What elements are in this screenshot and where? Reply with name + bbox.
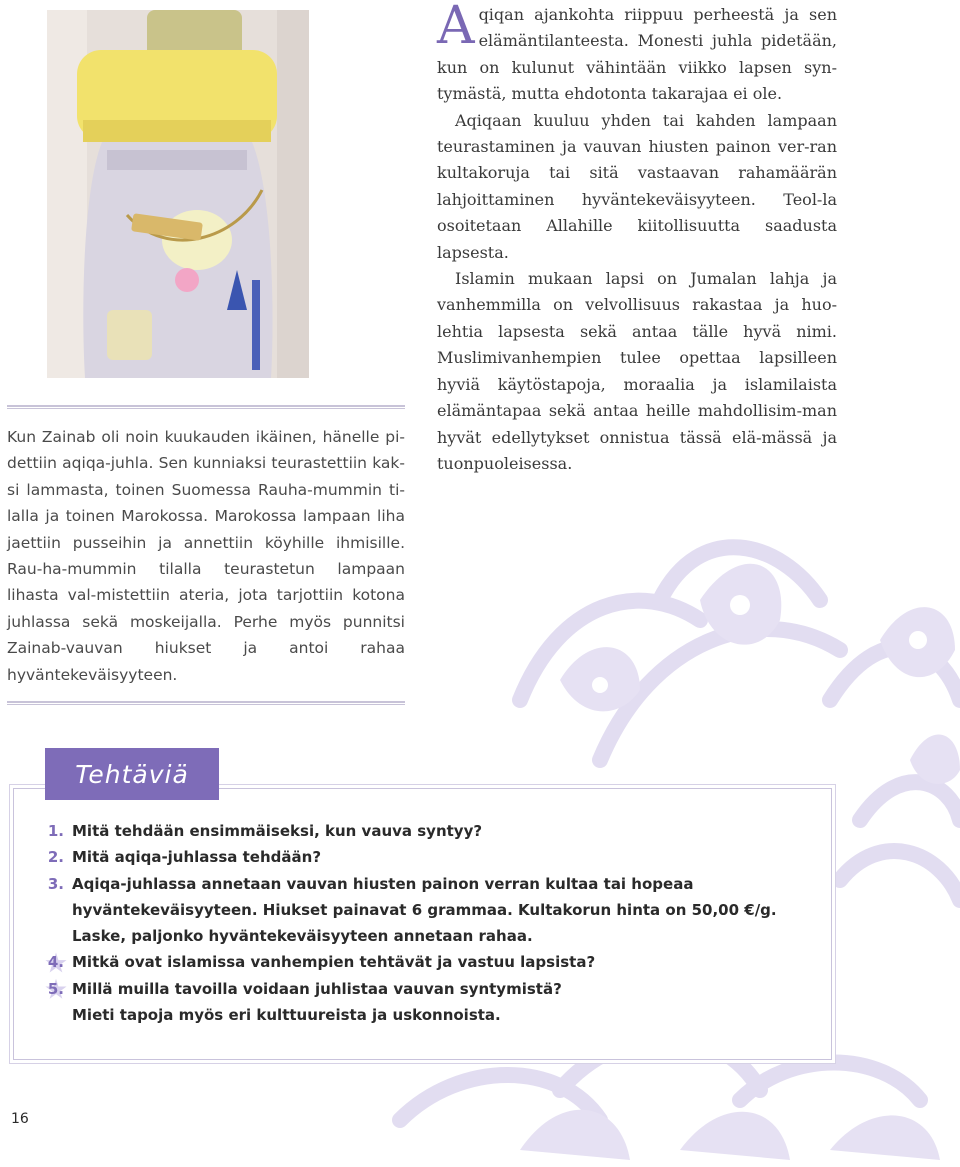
caption-bottom-rule: [7, 701, 405, 705]
task-text-line: Aqiqa-juhlassa annetaan vauvan hiusten painon verran kultaa tai hopeaa: [72, 874, 694, 893]
task-item-4: [40, 949, 820, 975]
task-number-star-icon: 4.: [40, 949, 64, 975]
task-item-5: [40, 976, 820, 1029]
paragraph-1-text: qiqan ajankohta riippuu perheestä ja sen elämäntilanteesta. Monesti juhla pidetään, kun on kulunut vähintään viikko lapsen syn-tymästä, mutta ehdotonta takarajaa ei ole.: [437, 5, 837, 104]
task-text-line: Mitä tehdään ensimmäiseksi, kun vauva syntyy?: [72, 822, 483, 840]
article-paragraph-1: [437, 2, 837, 108]
article-paragraph-3: Islamin mukaan lapsi on Jumalan lahja ja vanhemmilla on velvollisuus rakastaa ja huo-lehtia lapsesta sekä antaa tälle hyvä nimi. Muslimivanhempien tulee opettaa lapsilleen hyviä käytöstapoja, moraalia ja islamilaista elämäntapaa sekä antaa heille mahdollisim-man hyvät edellytykset onnistua tässä elä-mässä ja tuonpuoleisessa.: [437, 269, 837, 473]
task-item-3: [40, 871, 820, 950]
task-number: 1.: [47, 822, 64, 840]
tasks-list: [40, 818, 820, 1028]
caption-top-rule: [7, 405, 405, 409]
task-number-star-icon: 5.: [40, 976, 64, 1002]
task-text-line: Mieti tapoja myös eri kulttuureista ja uskonnoista.: [72, 1006, 501, 1025]
drop-cap: A: [437, 0, 475, 56]
task-text-line: Millä muilla tavoilla voidaan juhlistaa vauvan syntymistä?: [72, 979, 562, 998]
photo-caption: Kun Zainab oli noin kuukauden ikäinen, hänelle pi-dettiin aqiqa-juhla. Sen kunniaksi teurastettiin kak-si lammasta, toinen Suomessa Rauha-mummin ti-lalla ja toinen Marokossa. Marokossa lampaan liha jaettiin pusseihin ja annettiin köyhille ihmisille. Rau-ha-mummin tilalla teurastetun lampaan lihasta val-mistettiin ateria, jota tarjottiin kotona juhlassa sekä moskeijalla. Perhe myös punnitsi Zainab-vauvan hiukset ja antoi rahaa hyväntekeväisyyteen.: [7, 428, 405, 684]
task-number: 2.: [47, 848, 64, 867]
baby-bottle-photo: [47, 10, 309, 378]
page-number: 16: [11, 1111, 29, 1127]
task-text-line: Mitä aqiqa-juhlassa tehdään?: [72, 848, 322, 867]
task-item-1: [40, 818, 820, 844]
task-item-2: [40, 844, 820, 870]
task-text-line: hyväntekeväisyyteen. Hiukset painavat 6 grammaa. Kultakorun hinta on 50,00 €/g.: [72, 900, 777, 919]
main-article: [437, 2, 837, 477]
task-text-line: Laske, paljonko hyväntekeväisyyteen annetaan rahaa.: [72, 927, 533, 946]
article-paragraph-2: Aqiqaan kuuluu yhden tai kahden lampaan teurastaminen ja vauvan hiusten painon ver-ran kultakoruja tai sitä vastaavan rahamäärän lahjoittaminen hyväntekeväisyyteen. Teol-la osoitetaan Allahille kiitollisuutta saadusta lapsesta.: [437, 110, 837, 262]
tasks-heading: Tehtäviä: [45, 748, 219, 800]
task-text-line: Mitkä ovat islamissa vanhempien tehtävät ja vastuu lapsista?: [72, 953, 596, 972]
task-number: 3.: [47, 874, 64, 893]
